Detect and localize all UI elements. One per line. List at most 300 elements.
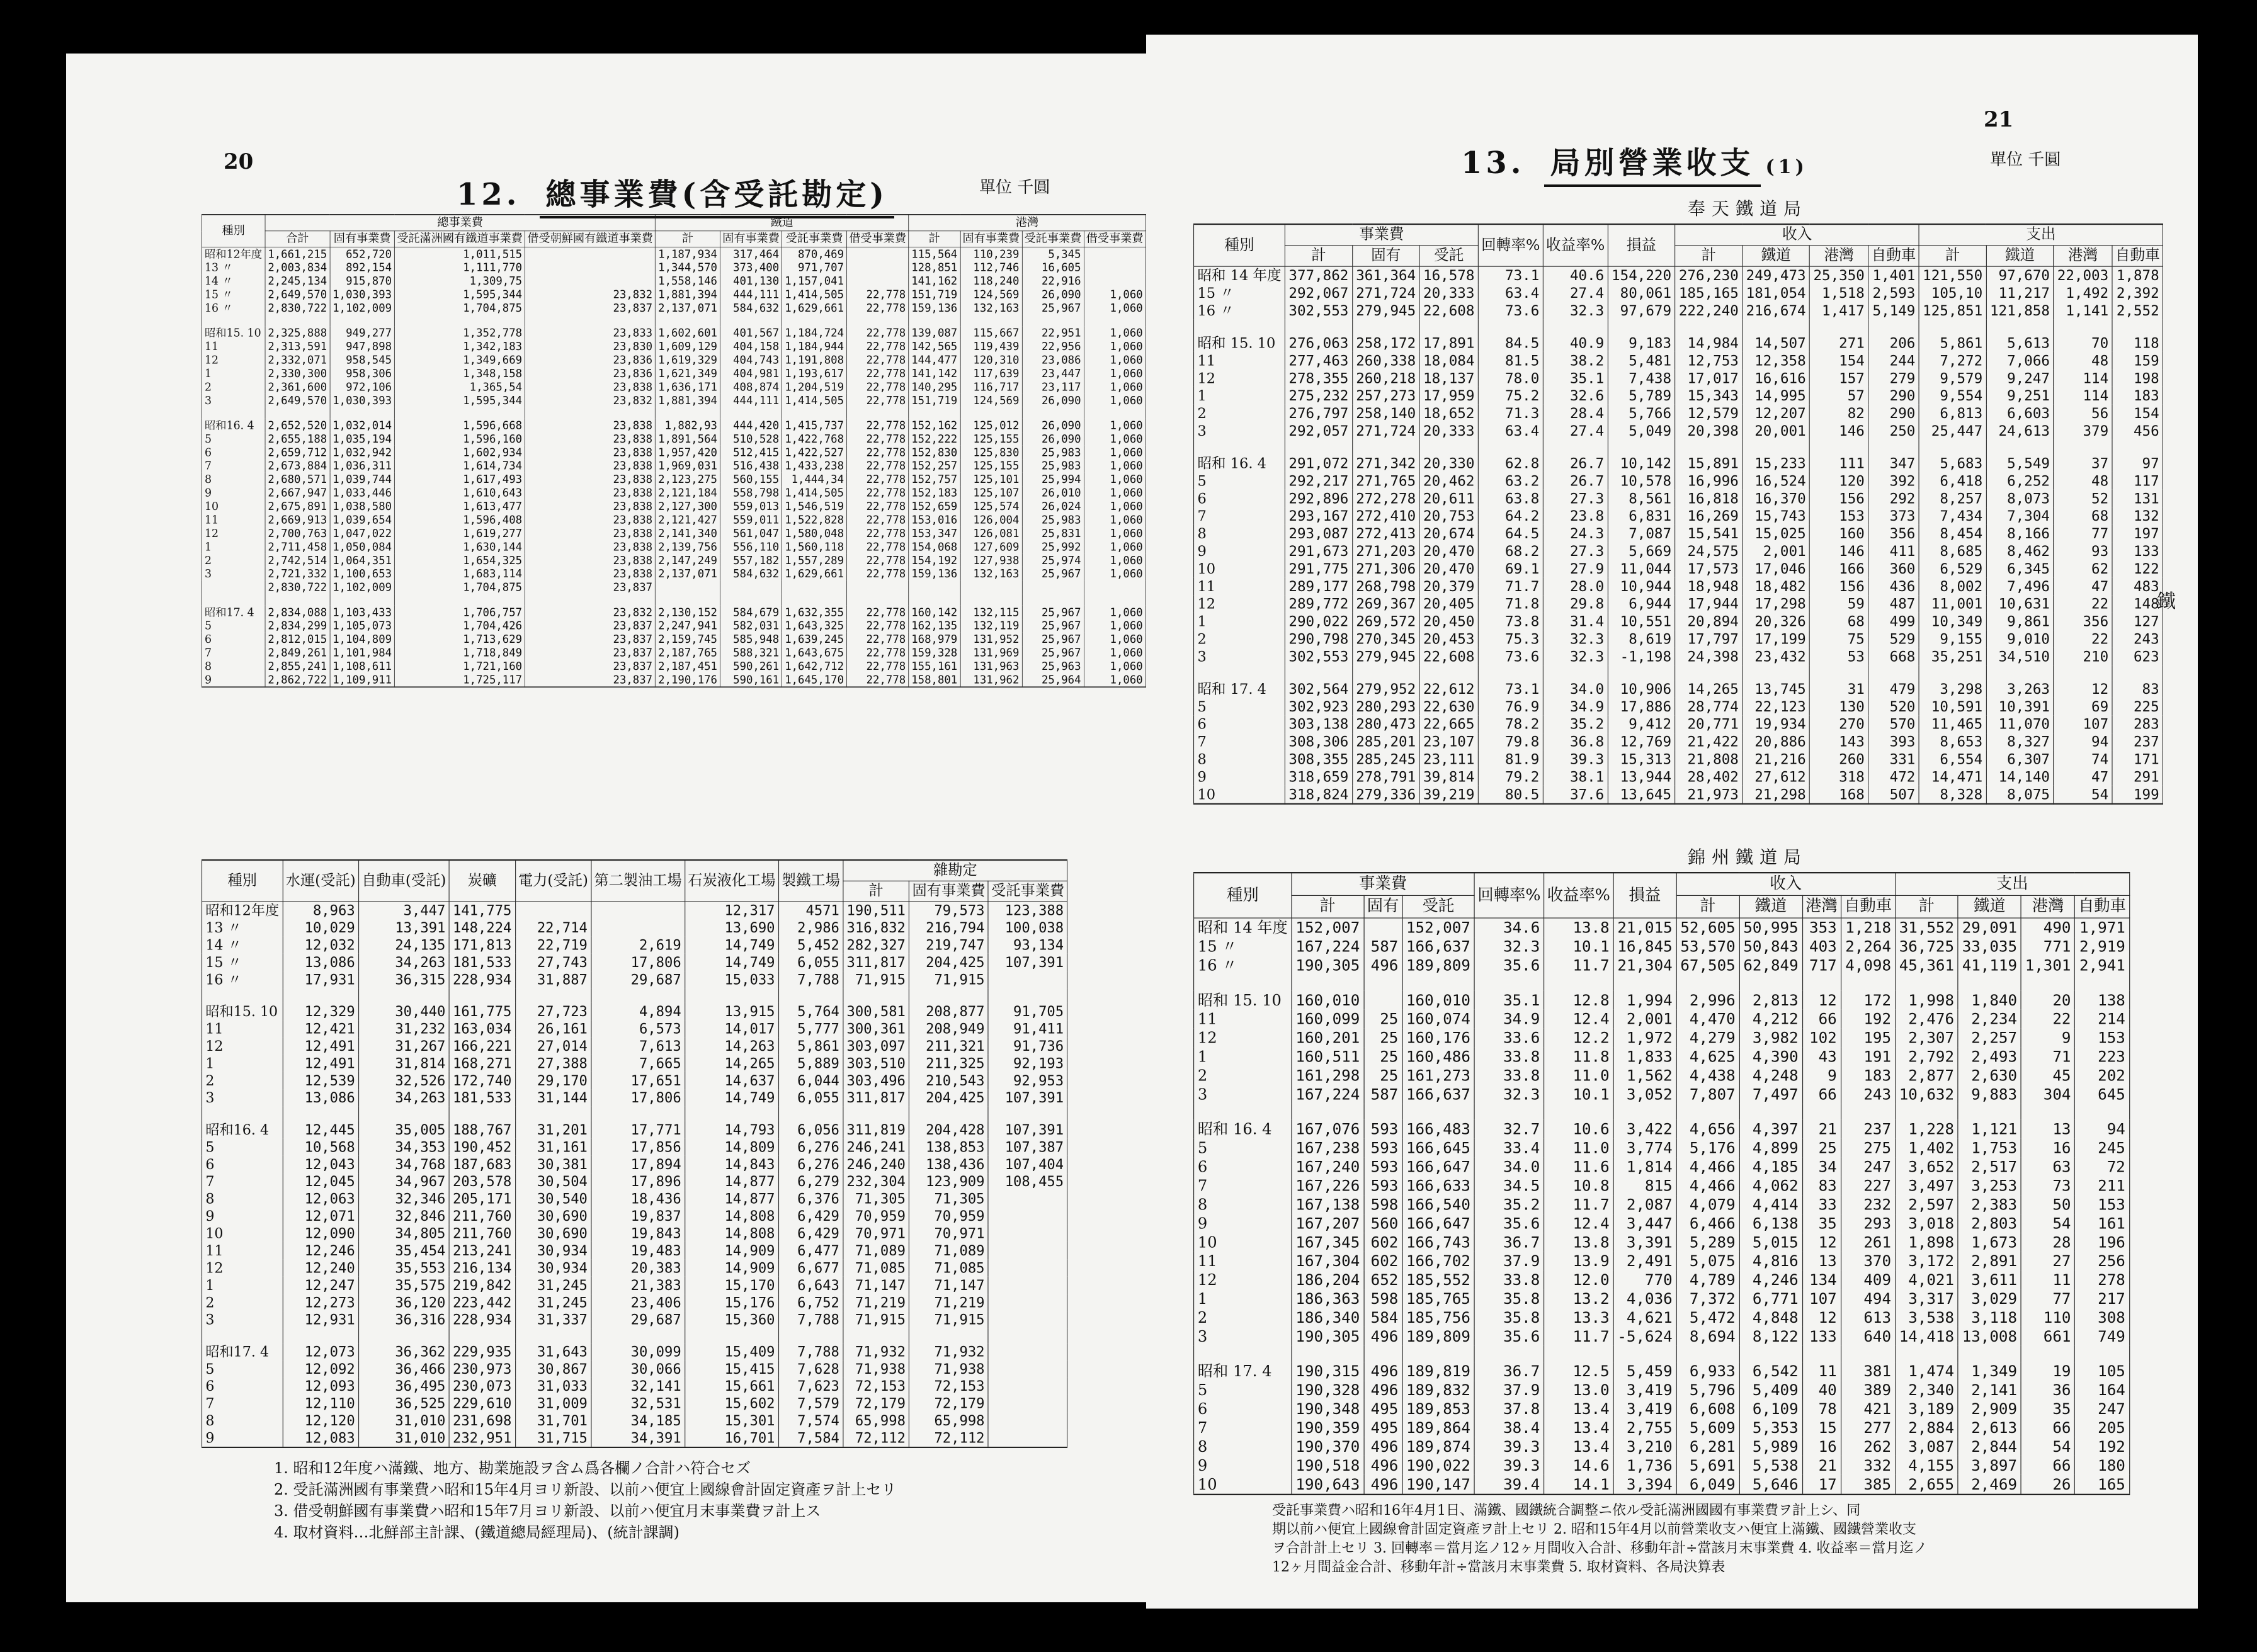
table-cell: 222,240 [1675, 302, 1742, 319]
table-cell: 7,272 [1919, 352, 1986, 370]
table-cell: 11.7 [1544, 956, 1613, 975]
table-cell: 7,087 [1608, 525, 1675, 543]
table-cell: 22,778 [847, 288, 909, 301]
table-cell: 1,184,944 [782, 340, 847, 353]
table-cell: 7,496 [1986, 577, 2054, 595]
table-cell: 421 [1841, 1400, 1895, 1418]
table-cell: 1,038,580 [330, 500, 395, 513]
table-cell: 183 [2112, 387, 2163, 405]
table-cell: 7,066 [1986, 352, 2054, 370]
table-cell: 2,593 [1868, 285, 1919, 302]
table-cell: 8,561 [1608, 490, 1675, 507]
table-cell: 71,219 [843, 1294, 909, 1311]
table-cell: 9,247 [1986, 370, 2054, 387]
table-cell: 2,849,261 [265, 646, 330, 659]
row-label: 10 [202, 1225, 283, 1242]
table-cell: 1,060 [1084, 606, 1146, 619]
table-row [1194, 698, 2163, 715]
table-cell: 30,540 [515, 1191, 591, 1208]
table-cell: 1,101,984 [330, 646, 395, 659]
table-cell: 62.8 [1478, 455, 1543, 472]
table-cell: 1,557,289 [782, 553, 847, 567]
table-cell: 4,185 [1739, 1158, 1802, 1177]
row-label: 11 [202, 340, 264, 353]
table-cell: 15,313 [1608, 750, 1675, 768]
table-cell: 171 [2112, 750, 2163, 768]
table-cell: 25,967 [1022, 606, 1084, 619]
table-cell: 2,986 [778, 919, 843, 936]
table-cell: 25,967 [1022, 567, 1084, 580]
table-cell: 72 [2075, 1158, 2129, 1177]
table-cell [960, 580, 1022, 594]
table-cell: 8,685 [1919, 543, 1986, 560]
row-label [202, 1328, 283, 1343]
table-cell: 2,121,184 [656, 486, 720, 499]
table-cell [1022, 315, 1084, 326]
table-cell: 152,222 [909, 432, 960, 445]
table-cell: 3,447 [358, 902, 449, 919]
table-row [1194, 525, 2163, 543]
table-cell: 403 [1802, 937, 1841, 956]
table-cell: 22,778 [847, 553, 909, 567]
table-cell: 190,315 [1292, 1362, 1364, 1381]
table-cell: 12,579 [1675, 405, 1742, 422]
table-cell: 2,127,300 [656, 500, 720, 513]
table-cell: 1,401 [1868, 266, 1919, 284]
table-cell: 1,060 [1084, 513, 1146, 526]
col-misc-total: 計 [843, 881, 909, 902]
table-cell: 2,552 [2112, 302, 2163, 319]
col-turnover: 回轉率% [1474, 873, 1544, 918]
table-cell: 404,981 [720, 366, 782, 380]
table-row [202, 660, 1146, 673]
table-cell [1474, 1104, 1544, 1119]
table-cell: 1,891,564 [656, 432, 720, 445]
table-cell: 385 [1841, 1475, 1895, 1495]
table-cell: 118 [2112, 334, 2163, 352]
table-cell: 25,831 [1022, 526, 1084, 540]
table-cell: 300,581 [843, 1003, 909, 1020]
table-cell: 41,119 [1958, 956, 2021, 975]
table-cell: 7,665 [591, 1055, 685, 1072]
table-cell: 16,818 [1675, 490, 1742, 507]
table-cell: 16,578 [1419, 266, 1478, 284]
table-cell: 1,881,394 [656, 393, 720, 407]
table-cell: 72,112 [843, 1429, 909, 1447]
table-cell: 1,546,519 [782, 500, 847, 513]
row-label: 8 [202, 473, 264, 486]
table-cell: 4,155 [1895, 1456, 1958, 1475]
table-cell: 1,614,734 [395, 459, 525, 472]
table-cell [988, 1361, 1067, 1378]
table-cell [843, 1328, 909, 1343]
table-cell [988, 1225, 1067, 1242]
table-cell: 6,276 [778, 1138, 843, 1155]
table-cell: 17,797 [1675, 630, 1742, 648]
row-label [1194, 1346, 1292, 1362]
table-cell: 496 [1364, 1327, 1402, 1346]
table-cell [847, 580, 909, 594]
table-cell: 219,842 [449, 1277, 515, 1294]
table-cell: 1,060 [1084, 353, 1146, 366]
table-cell: 78 [1802, 1400, 1841, 1418]
row-label: 14 〃 [202, 936, 283, 953]
table-13-notes [1272, 1502, 1927, 1577]
table-cell: 35.2 [1543, 715, 1608, 733]
table-cell: 22,778 [847, 606, 909, 619]
table-cell: 4,789 [1676, 1270, 1739, 1289]
table-cell: 71,219 [909, 1294, 989, 1311]
table-12-number: 12. [457, 177, 521, 212]
table-cell: 17,944 [1675, 595, 1742, 613]
table-cell: 66 [1802, 1010, 1841, 1029]
row-label: 8 [1194, 1437, 1292, 1456]
table-cell [2054, 665, 2112, 681]
table-cell: 561,047 [720, 526, 782, 540]
table-cell [988, 1294, 1067, 1311]
table-cell: 32,846 [358, 1208, 449, 1225]
table-cell: 144,477 [909, 353, 960, 366]
table-cell: 185,165 [1675, 285, 1742, 302]
table-row [202, 954, 1067, 971]
table-cell: 15,541 [1675, 525, 1742, 543]
row-label: 11 [1194, 1252, 1292, 1270]
table-cell: 279,945 [1352, 302, 1419, 319]
col-kind: 種別 [1194, 224, 1285, 266]
table-cell: 2,700,763 [265, 526, 330, 540]
row-label: 3 [202, 1089, 283, 1106]
table-cell: 37 [2054, 455, 2112, 472]
table-cell: 167,138 [1292, 1195, 1364, 1214]
table-cell: 148 [2112, 595, 2163, 613]
table-row [202, 1038, 1067, 1055]
table-cell: 167,345 [1292, 1233, 1364, 1252]
table-cell: 2,257 [1958, 1029, 2021, 1048]
table-cell: 156 [1810, 577, 1868, 595]
table-cell [2075, 1104, 2129, 1119]
table-13-number: 13. [1461, 145, 1525, 181]
table-cell: 12.8 [1544, 991, 1613, 1010]
table-row [1194, 352, 2163, 370]
table-cell: 2,130,152 [656, 606, 720, 619]
table-cell: 15,301 [685, 1412, 779, 1429]
table-cell: 5,613 [1986, 334, 2054, 352]
table-cell: 36,120 [358, 1294, 449, 1311]
table-cell: 126,004 [960, 513, 1022, 526]
table-cell: 187,683 [449, 1156, 515, 1173]
table-row [1194, 422, 2163, 440]
table-cell: 31,009 [515, 1395, 591, 1412]
table-cell: 584 [1364, 1308, 1402, 1327]
table-12-title-text: 總事業費(含受託勘定) [540, 177, 894, 218]
table-cell: 82 [1810, 405, 1868, 422]
table-cell: 2,137,071 [656, 302, 720, 315]
table-cell: 640 [1841, 1327, 1895, 1346]
table-cell: 11.6 [1544, 1158, 1613, 1177]
table-cell: 22,778 [847, 366, 909, 380]
table-cell: 167,304 [1292, 1252, 1364, 1270]
table-cell: 32,531 [591, 1395, 685, 1412]
table-cell: 3,419 [1613, 1400, 1676, 1418]
table-cell: 50 [2021, 1195, 2074, 1214]
table-cell: 4571 [778, 902, 843, 919]
table-cell: 2,711,458 [265, 540, 330, 553]
row-label: 6 [202, 446, 264, 459]
table-cell: 97,679 [1608, 302, 1675, 319]
table-cell: 271,342 [1352, 455, 1419, 472]
table-row [1194, 991, 2130, 1010]
table-cell: 356 [1868, 525, 1919, 543]
table-cell: 37.6 [1543, 786, 1608, 804]
table-cell: 117,639 [960, 366, 1022, 380]
table-cell: 1,673 [1958, 1233, 2021, 1252]
table-cell: 2,655 [1895, 1475, 1958, 1495]
table-cell [988, 1412, 1067, 1429]
table-cell [1810, 319, 1868, 334]
table-cell: 1,562 [1613, 1066, 1676, 1085]
table-cell: 2,652,520 [265, 419, 330, 432]
table-cell: 483 [2112, 577, 2163, 595]
table-cell: 1,108,611 [330, 660, 395, 673]
table-cell: 9,861 [1986, 613, 2054, 630]
table-cell: 210 [2054, 648, 2112, 665]
table-cell: 4,621 [1613, 1308, 1676, 1327]
table-cell: 22,778 [847, 619, 909, 632]
table-cell [525, 274, 656, 288]
table-cell: 3,652 [1895, 1158, 1958, 1177]
col-inc-port: 港灣 [1810, 246, 1868, 266]
row-label: 15 〃 [1194, 285, 1285, 302]
table-cell: 26,090 [1022, 288, 1084, 301]
table-cell: 304 [2021, 1085, 2074, 1104]
table-row [1194, 630, 2163, 648]
row-label: 8 [202, 660, 264, 673]
table-cell: 21,304 [1613, 956, 1676, 975]
table-cell: 191 [1841, 1048, 1895, 1066]
table-cell: 32.3 [1543, 630, 1608, 648]
table-cell: 26.7 [1543, 472, 1608, 490]
table-cell: 749 [2075, 1327, 2129, 1346]
table-cell: 291,775 [1285, 560, 1352, 577]
table-cell: 22,778 [847, 473, 909, 486]
table-cell [591, 902, 685, 919]
table-cell: 1,060 [1084, 673, 1146, 687]
mukden-bureau-caption: 奉天鐵道局 [1688, 198, 1808, 219]
table-cell: 31 [1810, 680, 1868, 698]
table-cell: 71,089 [909, 1242, 989, 1259]
table-cell: 32.3 [1543, 648, 1608, 665]
table-cell: 154 [2112, 405, 2163, 422]
table-cell: 11 [1802, 1362, 1841, 1381]
table-cell [1022, 594, 1084, 606]
table-cell: 557,182 [720, 553, 782, 567]
table-cell: 15,233 [1742, 455, 1810, 472]
table-cell [1292, 1346, 1364, 1362]
table-row [1194, 370, 2163, 387]
table-cell: 1,030,393 [330, 393, 395, 407]
table-cell: 5,481 [1608, 352, 1675, 370]
table-cell: 140,295 [909, 380, 960, 393]
table-cell: 217 [2075, 1289, 2129, 1308]
table-cell: 2,330,300 [265, 366, 330, 380]
table-cell: 10,349 [1919, 613, 1986, 630]
table-cell: 24,398 [1675, 648, 1742, 665]
table-cell: 8,166 [1986, 525, 2054, 543]
table-cell: 10.1 [1544, 1085, 1613, 1104]
table-row [1194, 1120, 2130, 1139]
table-cell: 6,429 [778, 1208, 843, 1225]
table-cell: 166,637 [1402, 1085, 1475, 1104]
table-cell: 181,533 [449, 954, 515, 971]
table-cell: 22,778 [847, 540, 909, 553]
table-cell: 110 [2021, 1308, 2074, 1327]
table-cell: 389 [1841, 1381, 1895, 1400]
table-13-jinzhou [1193, 872, 2130, 1495]
table-cell: 31,033 [515, 1378, 591, 1395]
table-cell: 516,438 [720, 459, 782, 472]
table-cell: 31,701 [515, 1412, 591, 1429]
table-cell: 139,087 [909, 326, 960, 339]
table-cell: 590,161 [720, 673, 782, 687]
table-cell: 23,107 [1419, 733, 1478, 750]
row-label: 10 [1194, 1475, 1292, 1495]
table-cell: 54 [2021, 1214, 2074, 1233]
table-cell: 23,838 [525, 473, 656, 486]
table-cell: 155,161 [909, 660, 960, 673]
table-cell: 68 [1810, 613, 1868, 630]
table-cell: 1,121 [1958, 1120, 2021, 1139]
table-cell: 153 [2075, 1029, 2129, 1048]
table-row [202, 646, 1146, 659]
table-cell: 7,579 [778, 1395, 843, 1412]
table-cell: 15,415 [685, 1361, 779, 1378]
table-cell [1742, 439, 1810, 455]
table-row [202, 1208, 1067, 1225]
table-cell: 199 [2112, 786, 2163, 804]
table-cell [1285, 665, 1352, 681]
table-cell: 292,067 [1285, 285, 1352, 302]
row-label: 1 [202, 1277, 283, 1294]
table-row [1194, 1139, 2130, 1158]
table-cell: 68 [2054, 507, 2112, 525]
table-cell: 18,948 [1675, 577, 1742, 595]
table-cell [1478, 319, 1543, 334]
row-label: 5 [1194, 698, 1285, 715]
table-cell: 189,864 [1402, 1418, 1475, 1437]
table-cell: 71 [2021, 1048, 2074, 1066]
table-cell: 54 [2054, 786, 2112, 804]
table-cell: 3,774 [1613, 1139, 1676, 1158]
table-cell: 444,111 [720, 393, 782, 407]
table-cell: 151,719 [909, 393, 960, 407]
group-income: 收入 [1676, 873, 1895, 895]
table-cell: 107 [1802, 1289, 1841, 1308]
table-cell: 196 [2075, 1233, 2129, 1252]
table-cell: 8,653 [1919, 733, 1986, 750]
table-cell: 243 [2112, 630, 2163, 648]
table-cell: 34,185 [591, 1412, 685, 1429]
table-cell: 35,575 [358, 1277, 449, 1294]
col-coal: 炭礦 [449, 860, 515, 902]
row-label: 7 [1194, 507, 1285, 525]
table-cell: 771 [2021, 937, 2074, 956]
table-cell: 216,134 [449, 1259, 515, 1276]
table-cell: 2,332,071 [265, 353, 330, 366]
table-cell: 598 [1364, 1289, 1402, 1308]
table-cell: 133 [1802, 1327, 1841, 1346]
table-cell: 2,830,722 [265, 580, 330, 594]
table-cell: 15,025 [1742, 525, 1810, 543]
table-cell: 77 [2021, 1289, 2074, 1308]
table-cell: 1,060 [1084, 540, 1146, 553]
table-cell: 22,608 [1419, 302, 1478, 319]
table-cell: 1,422,768 [782, 432, 847, 445]
table-cell: 33.8 [1474, 1066, 1544, 1085]
table-cell [1352, 319, 1419, 334]
col-water: 水運(受託) [283, 860, 358, 902]
table-cell: 219,747 [909, 936, 989, 953]
table-cell: 12.0 [1544, 1270, 1613, 1289]
row-label: 11 [202, 1020, 283, 1037]
table-cell: 23,833 [525, 326, 656, 339]
table-cell: 2,659,712 [265, 446, 330, 459]
table-cell: 258,172 [1352, 334, 1419, 352]
table-cell: 190,359 [1292, 1418, 1364, 1437]
table-cell: 392 [1868, 472, 1919, 490]
table-cell: 1,704,426 [395, 619, 525, 632]
table-cell: 7,788 [778, 971, 843, 988]
table-cell [1802, 1346, 1841, 1362]
table-cell: 2,392 [2112, 285, 2163, 302]
table-cell: 211,321 [909, 1038, 989, 1055]
table-cell: 10,391 [1986, 698, 2054, 715]
table-cell: 110,239 [960, 247, 1022, 261]
table-cell: 154,068 [909, 540, 960, 553]
table-cell: 1,060 [1084, 553, 1146, 567]
table-12-unit: 單位 千圓 [979, 178, 1050, 197]
table-cell: 290,022 [1285, 613, 1352, 630]
table-cell: 225 [2112, 698, 2163, 715]
group-income: 收入 [1675, 224, 1919, 246]
table-cell: 2,234 [1958, 1010, 2021, 1029]
table-cell [988, 1429, 1067, 1447]
table-cell [1478, 665, 1543, 681]
table-cell: 25 [1364, 1048, 1402, 1066]
table-cell: 27,612 [1742, 768, 1810, 786]
table-cell: 228,934 [449, 971, 515, 988]
table-cell: 9,183 [1608, 334, 1675, 352]
row-label: 3 [1194, 648, 1285, 665]
table-row [202, 1395, 1067, 1412]
table-row [202, 1225, 1067, 1242]
row-label: 6 [1194, 715, 1285, 733]
table-cell: 590,261 [720, 660, 782, 673]
table-cell: 63.2 [1478, 472, 1543, 490]
table-cell: 12,093 [283, 1378, 358, 1395]
table-cell: 48 [2054, 352, 2112, 370]
table-cell: 2,247,941 [656, 619, 720, 632]
table-cell: 34,353 [358, 1138, 449, 1155]
table-cell: 4,470 [1676, 1010, 1739, 1029]
table-cell: 213,241 [449, 1242, 515, 1259]
table-cell: 204,425 [909, 954, 989, 971]
row-label: 5 [202, 432, 264, 445]
table-cell: 1,011,515 [395, 247, 525, 261]
table-cell: 165 [2075, 1475, 2129, 1495]
group-expense: 支出 [1919, 224, 2163, 246]
table-cell: 23,406 [591, 1294, 685, 1311]
table-cell: 3,447 [1613, 1214, 1676, 1233]
